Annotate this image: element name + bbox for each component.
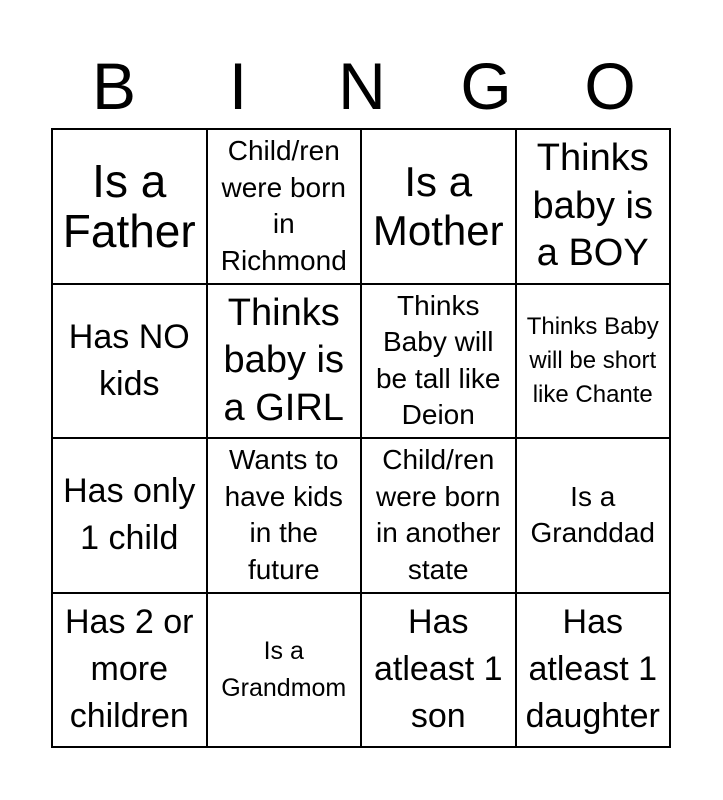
cell-text: Is a Granddad bbox=[530, 480, 656, 549]
bingo-cell[interactable] bbox=[362, 285, 517, 440]
cell-text: Is a Grandmom bbox=[221, 637, 347, 702]
cell-text: Thinks Baby will be tall like Deion bbox=[375, 289, 501, 431]
bingo-cell[interactable] bbox=[208, 439, 363, 594]
cell-text: Thinks baby is a GIRL bbox=[223, 291, 344, 429]
bingo-header bbox=[52, 48, 672, 124]
header-letter-b: B bbox=[91, 49, 137, 123]
cell-text: Has atleast 1 daughter bbox=[525, 603, 660, 736]
bingo-cell[interactable] bbox=[517, 285, 672, 440]
header-letter-n: N bbox=[338, 49, 386, 123]
cell-text: Has NO kids bbox=[68, 317, 190, 403]
bingo-board bbox=[51, 128, 671, 748]
bingo-cell[interactable] bbox=[208, 285, 363, 440]
bingo-cell[interactable] bbox=[208, 130, 363, 285]
cell-text: Thinks baby is a BOY bbox=[532, 137, 653, 274]
bingo-cell[interactable] bbox=[53, 439, 208, 594]
header-letter-i: I bbox=[228, 49, 248, 123]
cell-text: Child/ren were born in Richmond bbox=[220, 135, 347, 276]
bingo-cell[interactable] bbox=[53, 594, 208, 749]
cell-text: Wants to have kids in the future bbox=[224, 444, 343, 585]
bingo-cell[interactable] bbox=[362, 439, 517, 594]
bingo-cell[interactable] bbox=[53, 285, 208, 440]
bingo-cell[interactable] bbox=[362, 594, 517, 749]
bingo-cell[interactable] bbox=[362, 130, 517, 285]
cell-text: Thinks Baby will be short like Chante bbox=[526, 312, 659, 408]
bingo-cell[interactable] bbox=[517, 439, 672, 594]
header-letter-g: G bbox=[460, 49, 512, 123]
cell-text: Has atleast 1 son bbox=[373, 603, 503, 736]
header-letter-o: O bbox=[584, 49, 636, 123]
bingo-cell[interactable] bbox=[517, 594, 672, 749]
bingo-cell[interactable] bbox=[53, 130, 208, 285]
cell-text: Has 2 or more children bbox=[65, 603, 194, 736]
bingo-cell[interactable] bbox=[208, 594, 363, 749]
cell-text: Has only 1 child bbox=[63, 472, 196, 558]
cell-text: Is a Mother bbox=[372, 157, 504, 255]
bingo-cell[interactable] bbox=[517, 130, 672, 285]
cell-text: Is a Father bbox=[62, 154, 196, 258]
cell-text: Child/ren were born in another state bbox=[375, 444, 501, 585]
